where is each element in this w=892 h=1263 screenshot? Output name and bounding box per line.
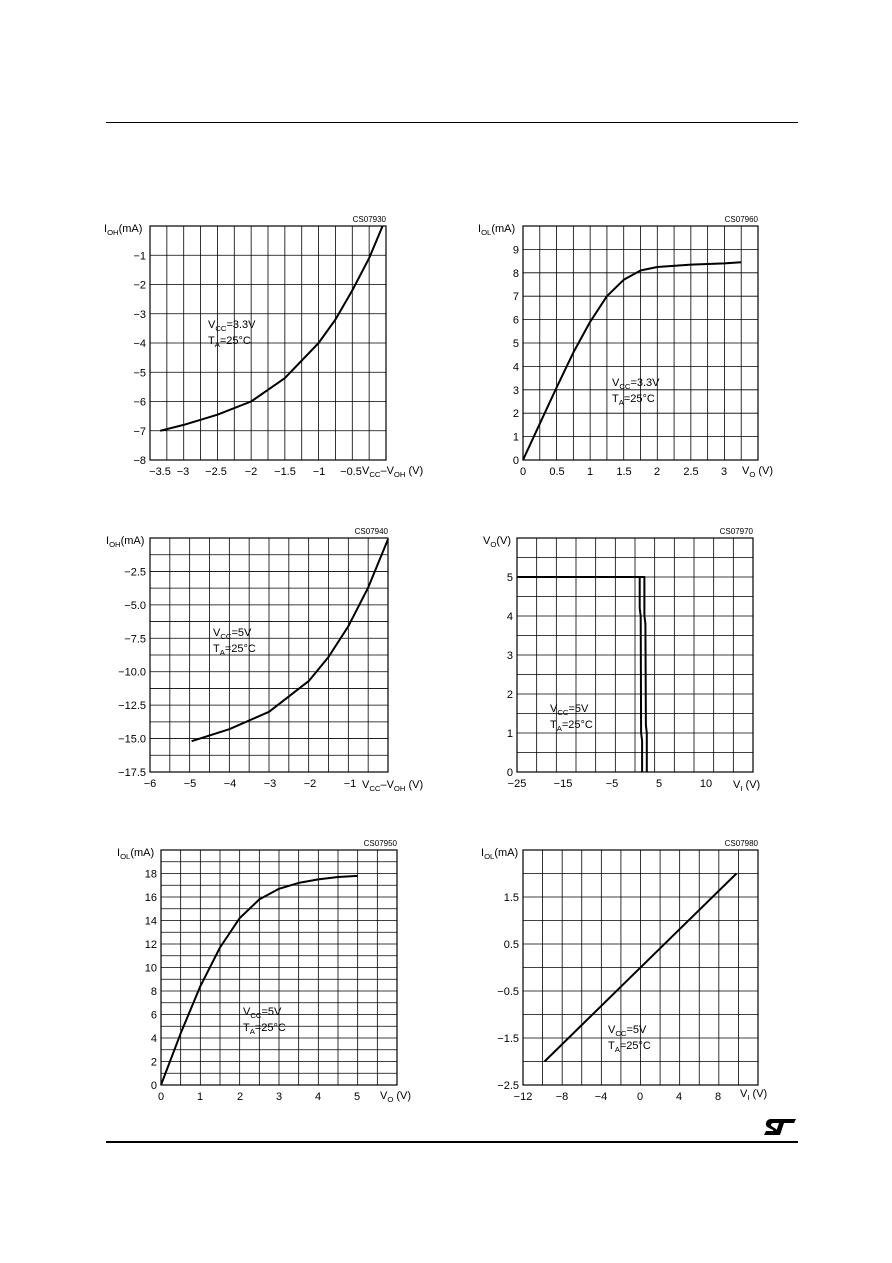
x-tick-label: −5 <box>183 778 197 790</box>
condition-ta: $T_A=25^\circ C$ <box>213 643 256 657</box>
y-tick-label: 14 <box>144 915 157 928</box>
figure-code: CS07980 <box>724 839 758 848</box>
x-tick-label: −5 <box>605 778 619 790</box>
y-axis-label: $I_{OL}(mA)$ <box>478 223 516 237</box>
condition-vcc: $V_{CC}=3.3V$ <box>208 319 256 333</box>
y-tick-label: 5 <box>506 572 513 584</box>
y-tick-label: 10 <box>144 962 157 975</box>
condition-ta: $T_A=25^\circ C$ <box>243 1022 286 1036</box>
x-tick-label: −15 <box>553 778 573 790</box>
condition-ta: $T_A=25^\circ C$ <box>608 1040 651 1054</box>
x-tick-label: −25 <box>507 778 527 790</box>
x-axis-label: $V_O$ (V) <box>742 465 774 479</box>
y-tick-label: −12.5 <box>118 700 146 713</box>
x-tick-label: −12 <box>513 1091 533 1103</box>
y-tick-label: 0 <box>506 767 513 779</box>
x-tick-label: −4 <box>223 778 237 790</box>
x-tick-label: 8 <box>714 1091 722 1103</box>
y-tick-label: −7 <box>133 425 146 438</box>
x-tick-label: 5 <box>353 1091 361 1103</box>
figure-code: CS07960 <box>724 215 758 224</box>
chart-1 <box>104 215 423 479</box>
x-tick-label: 2 <box>653 466 661 478</box>
condition-vcc: $V_{CC}=3.3V$ <box>612 377 660 391</box>
x-tick-label: −8 <box>555 1091 569 1103</box>
x-tick-label: −2 <box>303 778 317 790</box>
x-tick-label: 4 <box>675 1091 683 1103</box>
x-tick-label: 1 <box>586 466 594 478</box>
y-tick-label: 3 <box>512 384 519 397</box>
series-line <box>160 226 383 431</box>
chart-6 <box>481 839 767 1103</box>
y-tick-label: 2 <box>512 408 519 421</box>
y-tick-label: 5 <box>512 338 519 350</box>
x-tick-label: −2.5 <box>205 466 227 478</box>
y-tick-label: −1.5 <box>497 1033 519 1045</box>
y-tick-label: −8 <box>133 455 146 467</box>
y-tick-label: −5.0 <box>124 599 146 612</box>
y-tick-label: 4 <box>512 361 519 374</box>
y-tick-label: 1 <box>512 431 519 444</box>
x-tick-label: 3 <box>275 1091 283 1103</box>
x-tick-label: 1 <box>196 1091 204 1103</box>
condition-ta: $T_A=25^\circ C$ <box>612 393 655 407</box>
y-tick-label: −4 <box>133 338 146 350</box>
x-tick-label: −3 <box>176 466 190 478</box>
y-tick-label: −10.0 <box>118 666 146 679</box>
y-tick-label: −5 <box>133 367 146 380</box>
y-tick-label: 16 <box>144 892 157 904</box>
condition-vcc: $V_{CC}=5V$ <box>213 627 252 641</box>
y-tick-label: −6 <box>133 396 146 409</box>
y-tick-label: −2 <box>133 279 146 292</box>
y-tick-label: 3 <box>506 650 513 662</box>
y-tick-label: 12 <box>144 939 157 951</box>
y-tick-label: −3 <box>133 308 146 321</box>
x-tick-label: 2 <box>236 1091 244 1103</box>
x-tick-label: 0 <box>519 466 527 478</box>
condition-ta: $T_A=25^\circ C$ <box>208 335 251 349</box>
st-logo-icon <box>762 1117 798 1137</box>
x-tick-label: −6 <box>143 778 157 790</box>
y-tick-label: 0.5 <box>503 939 519 951</box>
y-axis-label: $I_{OH}(mA)$ <box>106 535 145 549</box>
y-axis-label: $I_{OL}(mA)$ <box>481 847 519 861</box>
chart-2 <box>478 215 773 479</box>
x-tick-label: 5 <box>655 778 663 790</box>
y-tick-label: −15.0 <box>118 733 146 746</box>
y-tick-label: 8 <box>512 267 519 280</box>
y-tick-label: 2 <box>506 689 513 701</box>
x-tick-label: 3 <box>720 466 728 478</box>
y-tick-label: −2.5 <box>497 1080 519 1092</box>
y-tick-label: −7.5 <box>124 633 146 646</box>
grid <box>150 538 388 772</box>
chart-5 <box>117 839 411 1104</box>
condition-ta: $T_A=25^\circ C$ <box>550 719 593 733</box>
x-axis-label: $V_{CC}-V_{OH}$ (V) <box>362 779 424 793</box>
x-tick-label: 0 <box>157 1091 165 1103</box>
y-tick-label: 18 <box>144 868 157 881</box>
y-tick-label: 2 <box>150 1056 157 1069</box>
figure-code: CS07940 <box>354 527 388 536</box>
y-tick-label: 0 <box>512 455 519 467</box>
y-tick-label: 9 <box>512 244 519 257</box>
x-tick-label: −0.5 <box>340 466 362 478</box>
condition-vcc: $V_{CC}=5V$ <box>608 1024 647 1038</box>
grid <box>517 538 753 772</box>
x-axis-label: $V_O$ (V) <box>380 1090 412 1104</box>
figure-code: CS07930 <box>352 215 386 224</box>
x-tick-label: −1 <box>343 778 357 790</box>
y-tick-label: −1 <box>133 250 146 263</box>
y-tick-label: 1.5 <box>503 892 519 904</box>
y-tick-label: −0.5 <box>497 986 519 998</box>
grid <box>523 226 758 460</box>
x-tick-label: −1.5 <box>274 466 296 478</box>
condition-vcc: $V_{CC}=5V$ <box>550 703 589 717</box>
y-axis-label: $I_{OH}(mA)$ <box>104 223 143 237</box>
y-tick-label: 1 <box>506 728 513 740</box>
x-tick-label: 10 <box>699 778 713 790</box>
condition-vcc: $V_{CC}=5V$ <box>243 1006 282 1020</box>
y-axis-label: $I_{OL}(mA)$ <box>117 847 155 861</box>
x-axis-label: $V_{CC}-V_{OH}$ (V) <box>362 465 424 479</box>
x-tick-label: −4 <box>594 1091 608 1103</box>
grid <box>161 850 397 1085</box>
x-tick-label: −2 <box>244 466 258 478</box>
x-tick-label: 4 <box>314 1091 322 1103</box>
y-tick-label: 7 <box>512 291 519 304</box>
y-tick-label: 4 <box>150 1033 157 1045</box>
y-tick-label: −17.5 <box>118 767 146 779</box>
figure-code: CS07950 <box>363 839 397 848</box>
chart-4 <box>483 527 760 793</box>
series-line <box>523 262 741 460</box>
chart-3 <box>106 527 423 793</box>
y-tick-label: 4 <box>506 611 513 623</box>
y-axis-label: $V_O(V)$ <box>483 535 511 549</box>
y-tick-label: 6 <box>150 1009 157 1022</box>
x-tick-label: 0 <box>636 1091 644 1103</box>
y-tick-label: 6 <box>512 314 519 327</box>
x-tick-label: −3.5 <box>149 466 171 478</box>
y-tick-label: 0 <box>150 1080 157 1092</box>
x-tick-label: −3 <box>263 778 277 790</box>
figure-code: CS07970 <box>719 527 753 536</box>
y-tick-label: −2.5 <box>124 566 146 579</box>
x-tick-label: 0.5 <box>549 466 565 478</box>
x-tick-label: 2.5 <box>683 466 699 478</box>
y-tick-label: 8 <box>150 986 157 998</box>
x-tick-label: 1.5 <box>616 466 632 478</box>
x-axis-label: $V_I$ (V) <box>733 779 761 793</box>
x-axis-label: $V_I$ (V) <box>740 1088 768 1102</box>
x-tick-label: −1 <box>312 466 326 478</box>
